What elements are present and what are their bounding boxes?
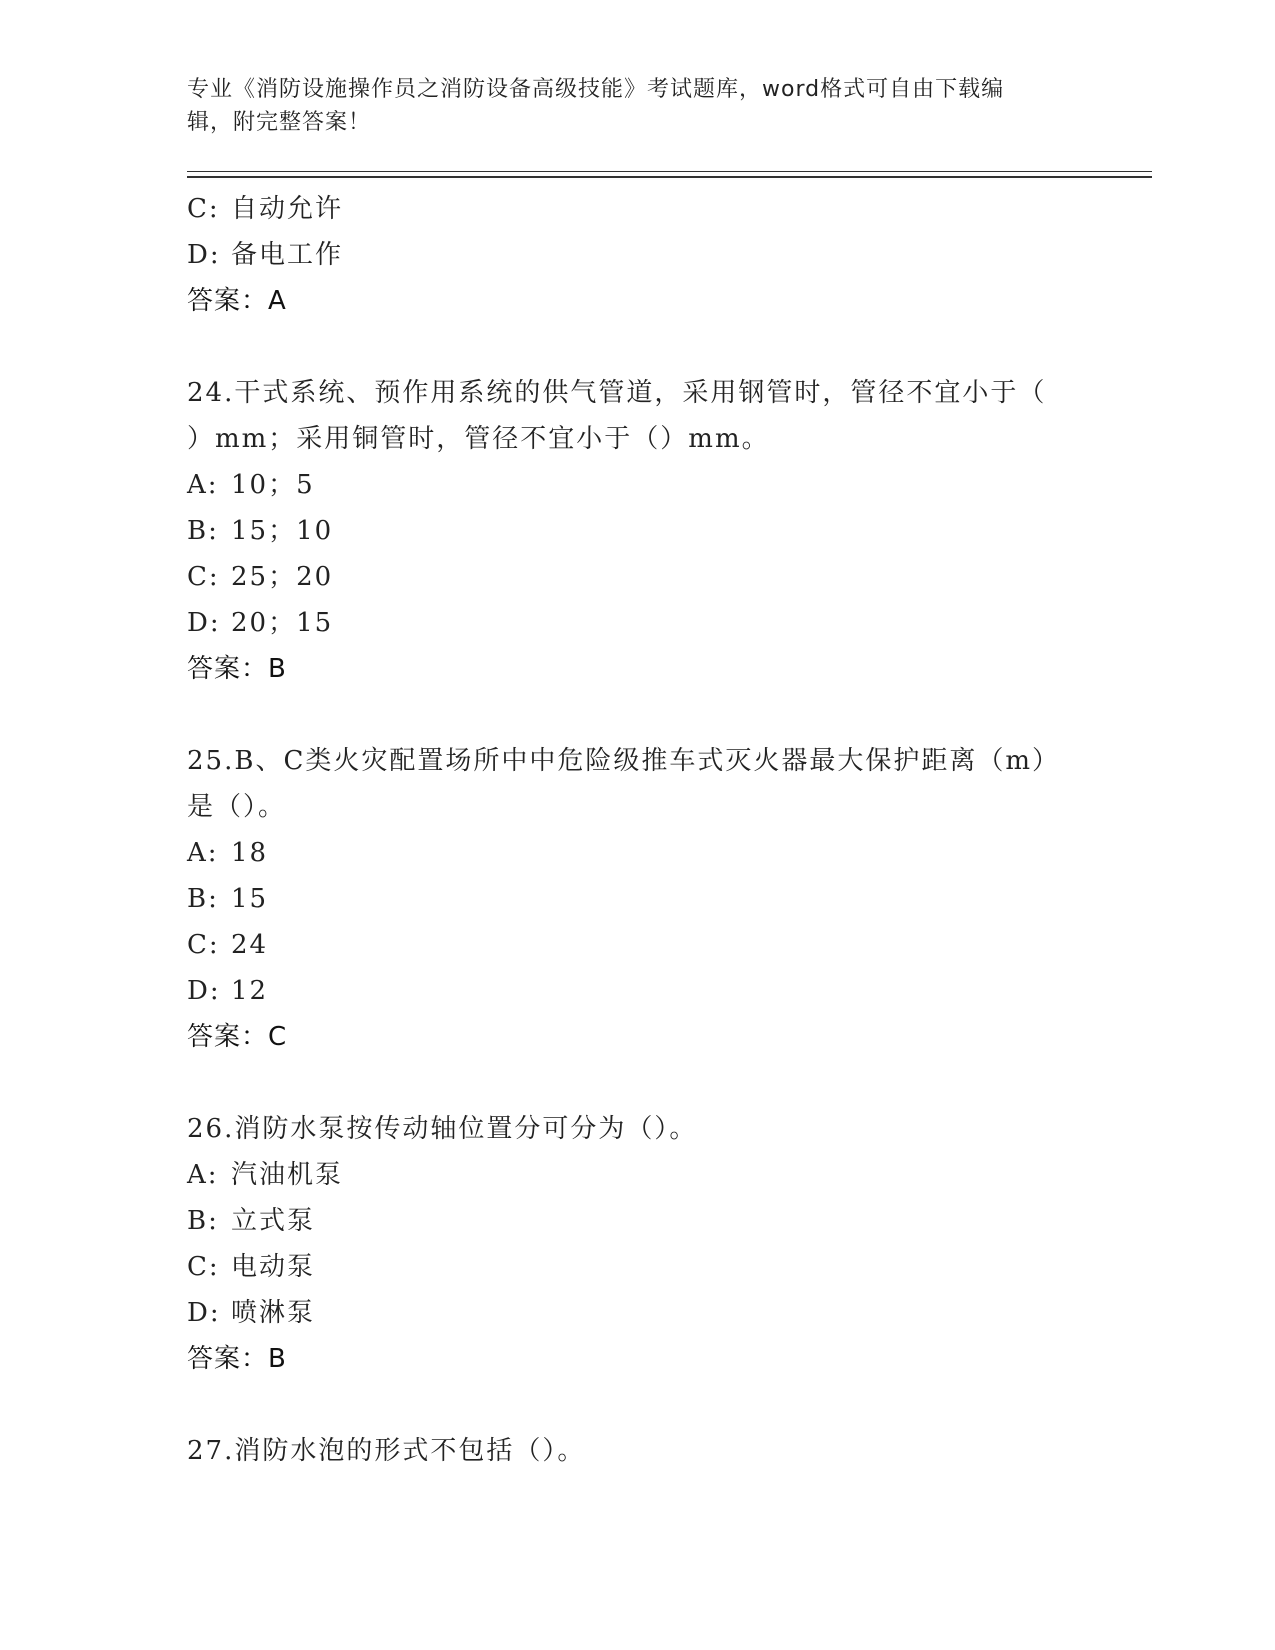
option-b: [187, 508, 1087, 554]
question-text-line-2: ）mm；采用铜管时，管径不宜小于（）mm。: [187, 424, 770, 454]
option-key: B:: [187, 884, 219, 914]
option-key: A:: [187, 1160, 219, 1190]
option-b: [187, 876, 1087, 922]
option-b: [187, 1198, 1087, 1244]
spacer: [187, 324, 1087, 370]
option-text: 喷淋泵: [231, 1298, 316, 1328]
option-key: A:: [187, 838, 219, 868]
option-key: C:: [187, 930, 220, 960]
question-text-line-2: 是（）。: [187, 792, 287, 822]
option-key: A:: [187, 470, 219, 500]
option-text: 立式泵: [231, 1206, 316, 1236]
option-key: B:: [187, 516, 219, 546]
option-c: [187, 554, 1087, 600]
option-a: [187, 1152, 1087, 1198]
option-text: 备电工作: [231, 240, 344, 270]
option-key: C:: [187, 194, 220, 224]
option-text: 24: [231, 930, 269, 960]
question-27: [187, 1428, 1087, 1474]
spacer: [187, 1382, 1087, 1428]
option-a: [187, 830, 1087, 876]
option-text: 15: [231, 884, 269, 914]
option-text: 15；10: [231, 516, 334, 546]
question-25: [187, 738, 1087, 1060]
option-text: 25；20: [231, 562, 334, 592]
question-list: [187, 186, 1087, 1474]
question-24: [187, 370, 1087, 692]
question-text-line-1: 24.干式系统、预作用系统的供气管道，采用钢管时，管径不宜小于（: [187, 378, 1047, 408]
option-key: C:: [187, 1252, 220, 1282]
option-text: 18: [231, 838, 269, 868]
question-text-line-1: 27.消防水泡的形式不包括（）。: [187, 1436, 586, 1466]
spacer: [187, 1060, 1087, 1106]
option-c: [187, 186, 1087, 232]
header-line-1: 专业《消防设施操作员之消防设备高级技能》考试题库，word格式可自由下载编: [187, 77, 1005, 102]
option-text: 自动允许: [231, 194, 344, 224]
option-key: B:: [187, 1206, 219, 1236]
option-text: 20；15: [231, 608, 334, 638]
option-key: D:: [187, 608, 221, 638]
option-key: D:: [187, 1298, 221, 1328]
option-text: 10；5: [231, 470, 315, 500]
option-key: D:: [187, 240, 221, 270]
question-23-tail: [187, 186, 1087, 324]
header-note: [187, 73, 1067, 139]
spacer: [187, 692, 1087, 738]
option-d: [187, 968, 1087, 1014]
option-text: 12: [231, 976, 269, 1006]
option-key: C:: [187, 562, 220, 592]
option-c: [187, 922, 1087, 968]
option-d: [187, 232, 1087, 278]
header-rule-thick: [187, 176, 1152, 178]
option-text: 汽油机泵: [231, 1160, 344, 1190]
option-key: D:: [187, 976, 221, 1006]
header-line-2: 辑，附完整答案！: [187, 110, 372, 135]
question-text-line-1: 26.消防水泵按传动轴位置分可分为（）。: [187, 1114, 698, 1144]
header-rule-thin: [187, 171, 1152, 172]
option-text: 电动泵: [231, 1252, 316, 1282]
question-26: [187, 1106, 1087, 1382]
option-c: [187, 1244, 1087, 1290]
option-d: [187, 600, 1087, 646]
option-a: [187, 462, 1087, 508]
answer-line: 答案：A: [187, 286, 287, 316]
answer-line: 答案：B: [187, 1344, 287, 1374]
answer-line: 答案：C: [187, 1022, 288, 1052]
answer-line: 答案：B: [187, 654, 287, 684]
question-text-line-1: 25.B、C类火灾配置场所中中危险级推车式灭火器最大保护距离（m）: [187, 746, 1061, 776]
option-d: [187, 1290, 1087, 1336]
